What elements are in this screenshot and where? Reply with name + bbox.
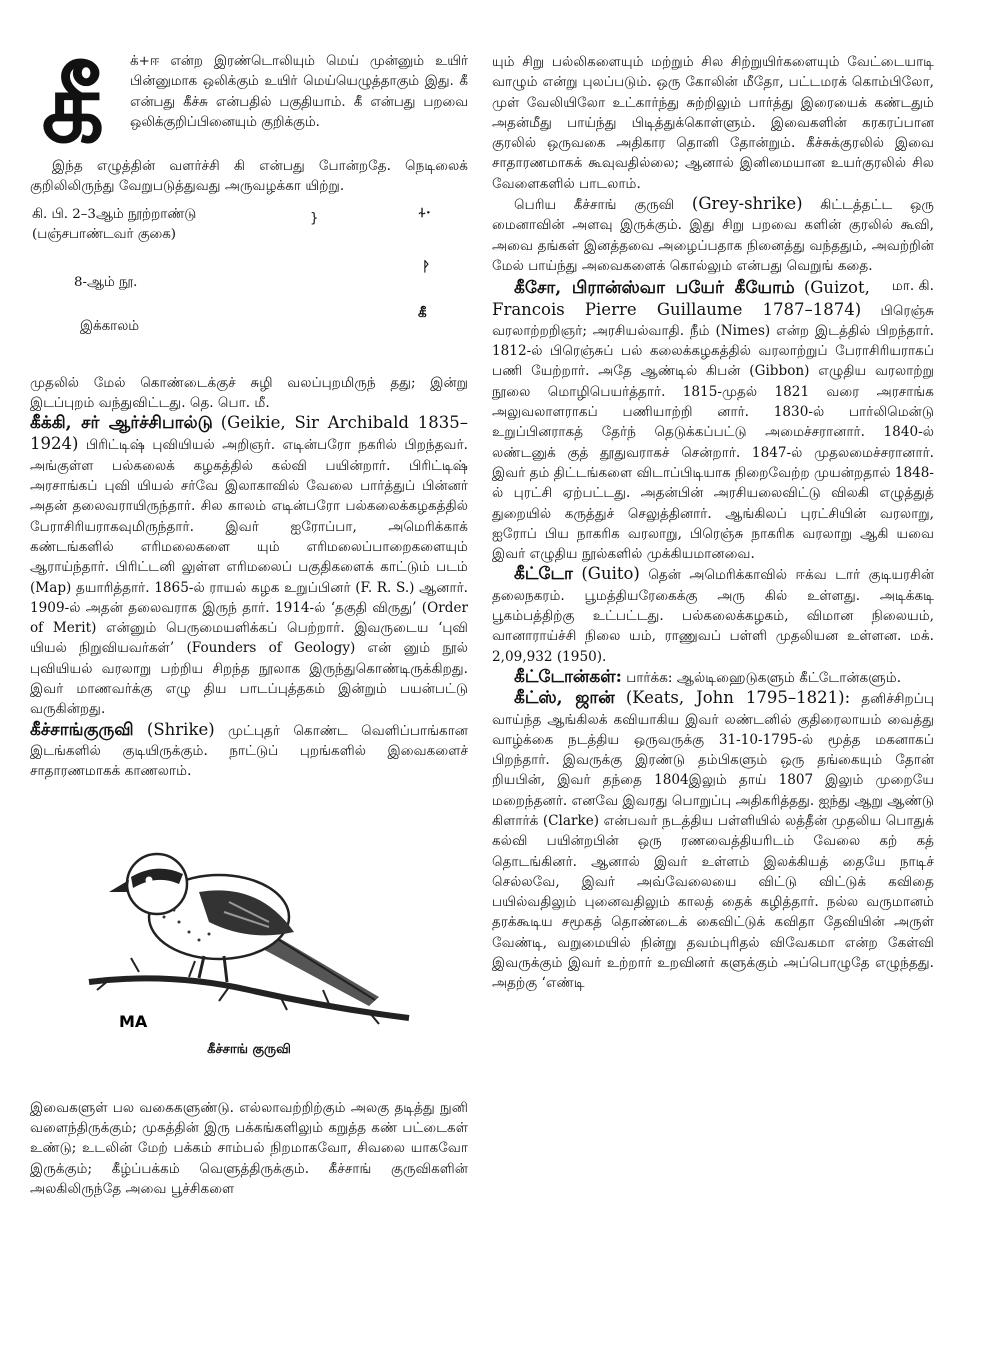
entry-shrike <box>30 720 468 782</box>
glyph-medieval: ᚹ <box>422 258 431 275</box>
figure-caption: கீச்சாங் குருவி <box>207 1041 291 1057</box>
headword-shrike: கீச்சாங்குருவி <box>30 719 134 740</box>
shrike-body: முட்புதர் கொண்ட வெளிப்பாங்கான இடங்களில் குடியிருக்கும். நாட்டுப் புறங்களில் இவைகளைச் சாதாரணமாகக் காணலாம். <box>30 722 468 780</box>
shrike-continuation: யும் சிறு பல்லிகளையும் மற்றும் சில சிற்றுயிர்களையும் வேட்டையாடி வாழும் என்று புலப்படும். ஒரு கோலின் மீதோ, பட்டமரக் கொம்பிலோ, முள் வேலியிலோ உட்கார்ந்து சுற்றிலும் பார்த்து இரையைக் கண்டதும் அதன்மீது பாய்ந்து பிடித்துக்கொள்ளும். இவைகளின் கரகரப்பான குரலில் ஒருவகை அதிகார தொனி தோன்றும். கீச்சுக்குரலில் இவை சாதாரணமாகக் கூவுவதில்லை; ஆனால் இனிமையான உயர்குரலில் சில வேளைகளில் பாடலாம். <box>492 54 934 192</box>
evolution-period-3: இக்காலம் <box>80 318 140 334</box>
left-column <box>30 52 468 1199</box>
entry-keats <box>492 688 934 993</box>
shrike-body-continued: இவைகளுள் பல வகைகளுண்டு. எல்லாவற்றிற்கும் அலகு தடித்து நுனி வளைந்திருக்கும்; முகத்தின் இரு பக்கங்களிலும் கறுத்த கண் பட்டைகள் உண்டு; உடலின் மேற் பக்கம் சாம்பல் நிறமாகவோ, சிவலை யாகவோ இருக்கும்; கீழ்ப்பக்கம் வெளுத்திருக்கும். கீச்சாங் குருவிகளின் அலகிலிருந்தே அவை பூச்சிகளை <box>30 1099 468 1198</box>
brace-icon: } <box>310 210 319 226</box>
evolution-period-1-source: (பஞ்சபாண்டவர் குகை) <box>32 226 176 242</box>
shrike-latin-name: (Shrike) <box>146 719 215 739</box>
headword-geikie: கீக்கி, சர் ஆர்ச்சிபால்டு <box>30 413 213 434</box>
entry-guizot <box>492 278 934 564</box>
glyph-ancient: ⍭· <box>418 204 431 221</box>
evolution-note: முதலில் மேல் கொண்டைக்குச் சுழி வலப்புறமிருந் தது; இன்று இடப்புறம் வந்துவிட்டது. தெ. பொ. மீ. <box>30 374 468 411</box>
entry-ketones <box>492 667 934 688</box>
author-signature: தெ. பொ. மீ. <box>189 394 270 411</box>
headword-grey-shrike: பெரிய கீச்சாங் குருவி <box>514 197 675 214</box>
geikie-body: பிரிட்டிஷ் புவியியல் அறிஞர். எடின்பரோ நகரில் பிறந்தவர். அங்குள்ள பல்கலைக் கழகத்தில் கல்வி பயின்றார். பிரிட்டிஷ் அரசாங்கப் புவி யியல் சர்வே இலாகாவில் வேலை பார்த்துப் பின்னர் அதன் தலைவராயிருந்தார். சில காலம் எடின்பரோ பல்கலைக்கழகத்தில் பேராசிரியராகவுமிருந்தார். இவர் ஐரோப்பா, அமெரிக்காக் கண்டங்களில் எரிமலைகளை யும் எரிமலைப்பாறைகளையும் ஆராய்ந்தார். பிரிட்டனி லுள்ள எரிமலைப் பகுதிகளைக் காட்டும் படம் (Map) தயாரித்தார். 1865-ல் ராயல் கழக உறுப்பினர் (F. R. S.) ஆனார். 1909-ல் அதன் தலைவராக இருந் தார். 1914-ல் ‘தகுதி விருது’ (Order of Merit) என்னும் பெருமையளிக்கப் பெற்றார். இவருடைய ‘புவி யியல் நிறுவியவர்கள்’ (Founders of Geology) என் னும் நூல் புவியியல் வரலாறு பற்றிய சிறந்த நூலாக இருந்துகொண்டிருக்கிறது. இவர் மாணவர்க்கு எழு திய பாடப்புத்தகம் இன்றும் பயன்பட்டு வருகின்றது. <box>30 437 468 718</box>
evolution-period-2: 8-ஆம் நூ. <box>74 274 138 290</box>
entry-guito <box>492 564 934 666</box>
grey-shrike-body: கிட்டத்தட்ட ஒரு மைனாவின் அளவு இருக்கும். இது சிறு பறவை களின் குரலில் கூவி, அவை தங்கள் இனத்தவை அழைப்பதாக நினைத்து வந்ததும், அவற்றின் மேல் பாய்ந்து அவைகளைக் கொல்லும் என்பது வெறுங் கதை. <box>492 197 934 274</box>
svg-text:MA: MA <box>119 1011 148 1031</box>
entry-geikie <box>30 413 468 719</box>
ketones-body: பார்க்க: ஆல்டிஹைடுகளும் கீட்டோன்களும். <box>626 669 902 686</box>
shrike-illustration <box>79 822 419 1042</box>
letter-development: இந்த எழுத்தின் வளர்ச்சி கி என்பது போன்றதே. நெடிலைக் குறிலிலிருந்து வேறுபடுத்துவது அருவழக்கா யிற்று. <box>30 158 468 195</box>
guito-latin-name: (Guito) <box>581 564 640 584</box>
right-column <box>492 52 934 994</box>
headword-ketones: கீட்டோன்கள்: <box>514 666 622 687</box>
guizot-latin-name: (Guizot, Francois Pierre Guillaume 1787–1874) <box>492 278 870 319</box>
glyph-modern: கீ <box>418 304 427 321</box>
guito-body: தென் அமெரிக்காவில் ஈக்வ டார் குடியரசின் தலைநகரம். பூமத்தியரேகைக்கு அரு கில் உள்ளது. அடிக்கடி பூகம்பத்திற்கு உட்பட்டது. பல்கலைக்கழகம், விமான நிலையம், வானாராய்ச்சி நிலை யம், ராணுவப் பள்ளி முதலியன உள்ளன. மக். 2,09,932 (1950). <box>492 567 935 665</box>
letter-intro: க்+ஈ என்ற இரண்டொலியும் மெய் முன்னும் உயிர் பின்னுமாக ஒலிக்கும் உயிர் மெய்யெழுத்தாகும் இது. கீ என்பது கீச்சு என்பதில் பகுதியாம். கீ என்பது பறவை ஒலிக்குறிப்பினையும் குறிக்கும். <box>130 54 468 130</box>
headword-guizot: கீசோ, பிரான்ஸ்வா பயேர் கீயோம் <box>514 278 795 299</box>
keats-body: தனிச்சிறப்பு வாய்ந்த ஆங்கிலக் கவியாகிய இவர் லண்டனில் குதிரைலாயம் வைத்து வாழ்க்கை நடத்திய ஒருவருக்கு 31-10-1795-ல் மூத்த மகனாகப் பிறந்தார். இவருக்கு இரண்டு தம்பிகளும் ஒரு தங்கையும் தோன் றியபின், இவர் தந்தை 1804இலும் தாய் 1807 இலும் முறையே மறைந்தனர். எனவே இவரது பொறுப்பு அதிகரித்தது. ஐந்து ஆறு ஆண்டு கிளார்க் (Clarke) என்பவர் நடத்திய பள்ளியில் லத்தீன் முதலிய பொதுக் கல்வி பயின்றபின் ஒரு ரணவைத்தியரிடம் வேலை கற் கத் தொடங்கினர். ஆனால் இவர் உள்ளம் இலக்கியத் தையே நாடிச் செல்லவே, இவர் அவ்வேலையை விட்டு விட்டுக் கவிதை பயில்வதிலும் புனைவதிலும் காலத் தைக் கழித்தார். நல்ல வருமானம் தரக்கூடிய சமூகத் தொண்டைக் கைவிட்டுக் கவிதா தேவியின் அருள் வேண்டி, வறுமையில் நின்று தவம்புரிதல் விவேகமா என்ற கேள்வி இவருக்கும் இவர் உற்றார் உறவினர் களுக்கும் அப்பொழுதே எழுந்தது. அதற்கு ‘எண்டி <box>492 691 935 992</box>
evolution-period-1: கி. பி. 2–3ஆம் நூற்றாண்டு <box>32 206 197 222</box>
guizot-body: பிரெஞ்சு வரலாற்றறிஞர்; அரசியல்வாதி. நீம் (Nimes) என்ற இடத்தில் பிறந்தார். 1812-ல் பிரெஞ்சுப் பல் கலைக்கழகத்தில் வரலாற்றுப் பேராசிரியராகப் பணி யேற்றார். அதே ஆண்டில் கிபன் (Gibbon) எழுதிய வரலாற்று நூலை மொழிபெயர்த்தார். 1815-முதல் 1821 வரை அரசாங்க அலுவலாளராகப் பணியாற்றி னார். 1830-ல் பார்லிமென்டு உறுப்பினராகத் தேர்ந் தெடுக்கப்பட்டு அமைச்சரானார். 1840-ல் லண்டனுக் குத் தூதுவராகச் சென்றார். 1847-ல் முதலமைச்சரானார். இவர் தம் திட்டங்களை விடாப்பிடியாக நிறைவேற்ற முயன்றதால் 1848-ல் புரட்சி ஏற்பட்டது. அதன்பின் அரசியலைவிட்டு விலகி எழுத்துத் துறையில் கருத்துச் செலுத்தினார். ஆங்கிலப் புரட்சியின் வரலாறு, ஐரோப் பிய நாகரிக வரலாறு, பிரெஞ்சு நாகரிக வரலாறு ஆகி யவை இவர் எழுதிய நூல்களில் முக்கியமானவை. <box>492 302 934 563</box>
letter-evolution-table <box>30 203 468 353</box>
headword-keats: கீட்ஸ், ஜான் <box>514 688 615 709</box>
drop-cap-letter: கீ <box>41 50 105 165</box>
author-signature: மா. கி. <box>891 278 934 295</box>
geikie-latin-name: (Geikie, Sir Archibald 1835–1924) <box>30 413 469 454</box>
grey-shrike-latin-name: (Grey-shrike) <box>691 194 803 214</box>
shrike-figure <box>30 822 468 1060</box>
keats-latin-name: (Keats, John 1795–1821): <box>625 688 851 708</box>
headword-guito: கீட்டோ <box>514 564 573 585</box>
